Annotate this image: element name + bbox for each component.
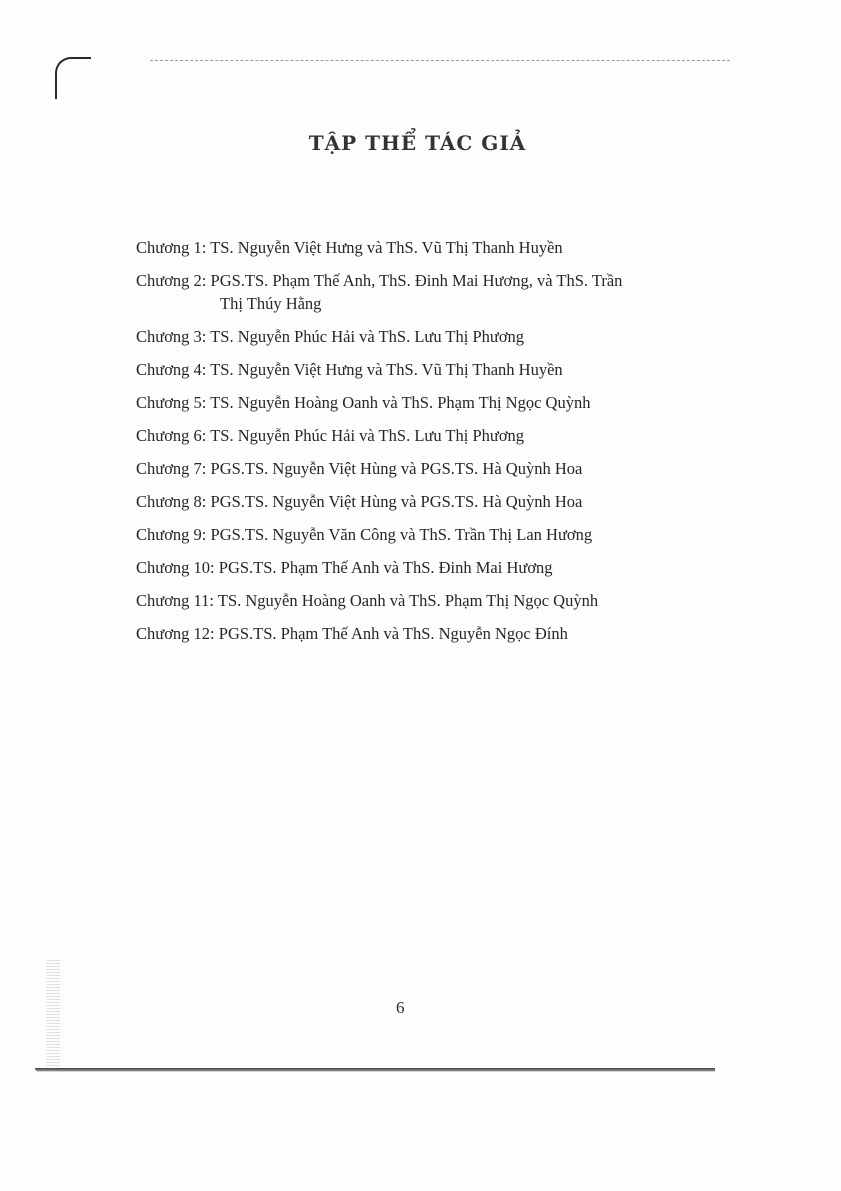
chapter-authors: TS. Nguyễn Hoàng Oanh và ThS. Phạm Thị Ngọc Quỳnh bbox=[210, 393, 591, 412]
chapter-label: Chương 1: bbox=[136, 238, 207, 257]
chapter-entry-8 bbox=[136, 490, 736, 513]
chapter-authors: PGS.TS. Phạm Thế Anh, ThS. Đinh Mai Hương, và ThS. Trần bbox=[210, 271, 623, 290]
left-edge-shadow bbox=[46, 960, 60, 1070]
chapter-label: Chương 8: bbox=[136, 492, 207, 511]
chapter-entry-5 bbox=[136, 391, 736, 414]
author-list bbox=[136, 236, 736, 655]
chapter-authors: TS. Nguyễn Việt Hưng và ThS. Vũ Thị Thanh Huyền bbox=[210, 238, 563, 257]
page-title bbox=[0, 131, 841, 155]
chapter-entry-9 bbox=[136, 523, 736, 546]
top-scan-rule bbox=[150, 60, 730, 61]
chapter-authors-continued: Thị Thúy Hằng bbox=[220, 294, 322, 313]
chapter-authors: PGS.TS. Phạm Thế Anh và ThS. Đinh Mai Hương bbox=[218, 558, 553, 577]
chapter-authors: TS. Nguyễn Phúc Hải và ThS. Lưu Thị Phương bbox=[210, 327, 525, 346]
chapter-entry-12 bbox=[136, 622, 736, 645]
chapter-label: Chương 7: bbox=[136, 459, 207, 478]
chapter-authors: PGS.TS. Nguyễn Việt Hùng và PGS.TS. Hà Quỳnh Hoa bbox=[210, 492, 583, 511]
bottom-scan-rule bbox=[35, 1068, 715, 1072]
chapter-authors: TS. Nguyễn Phúc Hải và ThS. Lưu Thị Phương bbox=[210, 426, 525, 445]
chapter-authors: PGS.TS. Nguyễn Việt Hùng và PGS.TS. Hà Quỳnh Hoa bbox=[210, 459, 583, 478]
chapter-authors: PGS.TS. Nguyễn Văn Công và ThS. Trần Thị Lan Hương bbox=[210, 525, 593, 544]
chapter-label: Chương 10: bbox=[136, 558, 215, 577]
chapter-label: Chương 2: bbox=[136, 271, 207, 290]
page-title-text: TẬP THỂ TÁC GIẢ bbox=[308, 131, 527, 155]
chapter-entry-4 bbox=[136, 358, 736, 381]
chapter-label: Chương 12: bbox=[136, 624, 215, 643]
chapter-label: Chương 9: bbox=[136, 525, 207, 544]
chapter-entry-3 bbox=[136, 325, 736, 348]
chapter-entry-2 bbox=[136, 269, 736, 315]
chapter-entry-6 bbox=[136, 424, 736, 447]
chapter-entry-11 bbox=[136, 589, 736, 612]
chapter-authors: TS. Nguyễn Việt Hưng và ThS. Vũ Thị Thanh Huyền bbox=[210, 360, 563, 379]
chapter-label: Chương 5: bbox=[136, 393, 207, 412]
chapter-label: Chương 6: bbox=[136, 426, 207, 445]
page-number: 6 bbox=[396, 998, 405, 1017]
chapter-authors: PGS.TS. Phạm Thế Anh và ThS. Nguyễn Ngọc Đính bbox=[218, 624, 568, 643]
chapter-label: Chương 4: bbox=[136, 360, 207, 379]
chapter-label: Chương 3: bbox=[136, 327, 207, 346]
chapter-entry-7 bbox=[136, 457, 736, 480]
chapter-entry-10 bbox=[136, 556, 736, 579]
scan-corner-mark bbox=[55, 57, 91, 99]
chapter-entry-1 bbox=[136, 236, 736, 259]
chapter-label: Chương 11: bbox=[136, 591, 215, 610]
chapter-authors: TS. Nguyễn Hoàng Oanh và ThS. Phạm Thị Ngọc Quỳnh bbox=[217, 591, 599, 610]
